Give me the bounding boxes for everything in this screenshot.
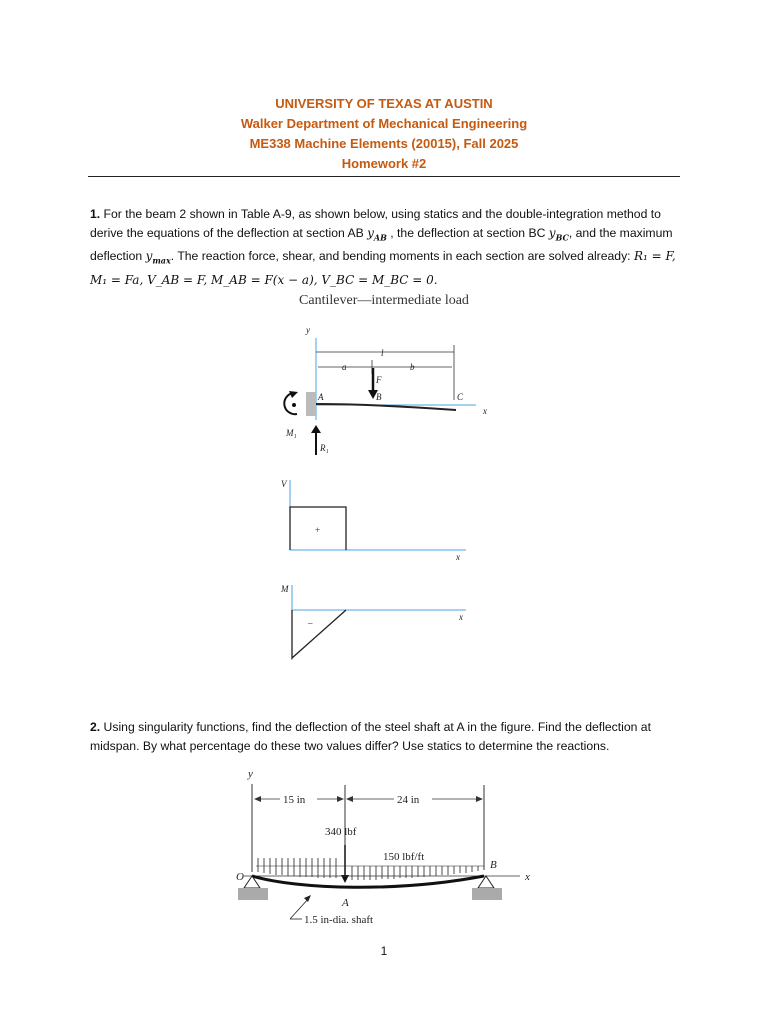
fig2-dim2-label: 24 in xyxy=(397,794,420,806)
figure-1-caption: Cantilever—intermediate load xyxy=(299,293,469,308)
y-ab-subscript: AB xyxy=(373,232,387,243)
fig1-A-label: A xyxy=(318,392,324,402)
y-bc-subscript: BC xyxy=(555,232,569,243)
fig1-V-label: V xyxy=(281,479,287,489)
fig2-O-label: O xyxy=(236,871,244,883)
university-name: UNIVERSITY OF TEXAS AT AUSTIN xyxy=(275,96,493,111)
fig1-B-label: B xyxy=(376,392,382,402)
homework-title: Homework #2 xyxy=(341,156,427,171)
problem-2-body: Using singularity functions, find the deflection of the steel shaft at A in the figure. Find the deflection at midspan. By what percentage do these two values differ? Use statics to determine the reactions. xyxy=(90,720,651,753)
problem-1-text-a: For the beam 2 shown in Table A-9, as shown below, using statics and the double-integration method to derive the equations of the deflection at section AB xyxy=(90,207,661,240)
department-name: Walker Department of Mechanical Engineering xyxy=(240,116,528,131)
fig2-dist-load-label: 150 lbf/ft xyxy=(383,851,425,863)
fig1-x-label: x xyxy=(483,406,487,416)
fig1-minus-label: – xyxy=(308,618,313,628)
problem-2-number: 2. xyxy=(90,720,101,734)
fig1-plus-label: + xyxy=(315,525,321,535)
fig2-y-label: y xyxy=(248,768,253,780)
fig2-B-label: B xyxy=(490,859,497,871)
y-bc-symbol: y xyxy=(548,226,556,240)
problem-1-text-c: , and the maximum deflection xyxy=(90,226,673,264)
fig1-a-label: a xyxy=(342,362,347,372)
fig1-M1-label: M₁ xyxy=(286,428,297,438)
problem-1-number: 1. xyxy=(90,207,101,221)
fig1-C-label: C xyxy=(457,392,464,402)
fig1-M-x-label: x xyxy=(459,612,463,622)
fig1-y-label: y xyxy=(306,325,310,335)
problem-1-text-b: , the deflection at section BC xyxy=(386,226,549,240)
problem-1-text-d: . The reaction force, shear, and bending moments in each section are solved already: xyxy=(170,249,634,264)
page-number: 1 xyxy=(380,944,388,958)
fig2-dim1-label: 15 in xyxy=(283,794,306,806)
fig1-b-label: b xyxy=(410,362,415,372)
fig2-shaft-label: 1.5 in-dia. shaft xyxy=(304,914,374,926)
fig2-A-label: A xyxy=(342,897,349,909)
course-title: ME338 Machine Elements (20015), Fall 2025 xyxy=(249,136,519,151)
y-max-subscript: max xyxy=(152,255,171,266)
distributed-load-arrows xyxy=(258,858,478,880)
fig2-x-label: x xyxy=(525,871,530,883)
problem-1-equations: R₁ = F, M₁ = Fa, V_AB = F, M_AB = F(x − a), V_BC = M_BC = 0. xyxy=(90,249,676,287)
fig2-load-label: 340 lbf xyxy=(325,826,357,838)
fig1-F-label: F xyxy=(376,375,382,385)
fig1-R1-label: R₁ xyxy=(320,443,329,453)
fig1-V-x-label: x xyxy=(456,552,460,562)
fig1-M-label: M xyxy=(281,584,289,594)
fig1-l-label: l xyxy=(381,348,384,358)
y-max-symbol: y xyxy=(145,249,153,264)
y-ab-symbol: y xyxy=(367,226,374,240)
